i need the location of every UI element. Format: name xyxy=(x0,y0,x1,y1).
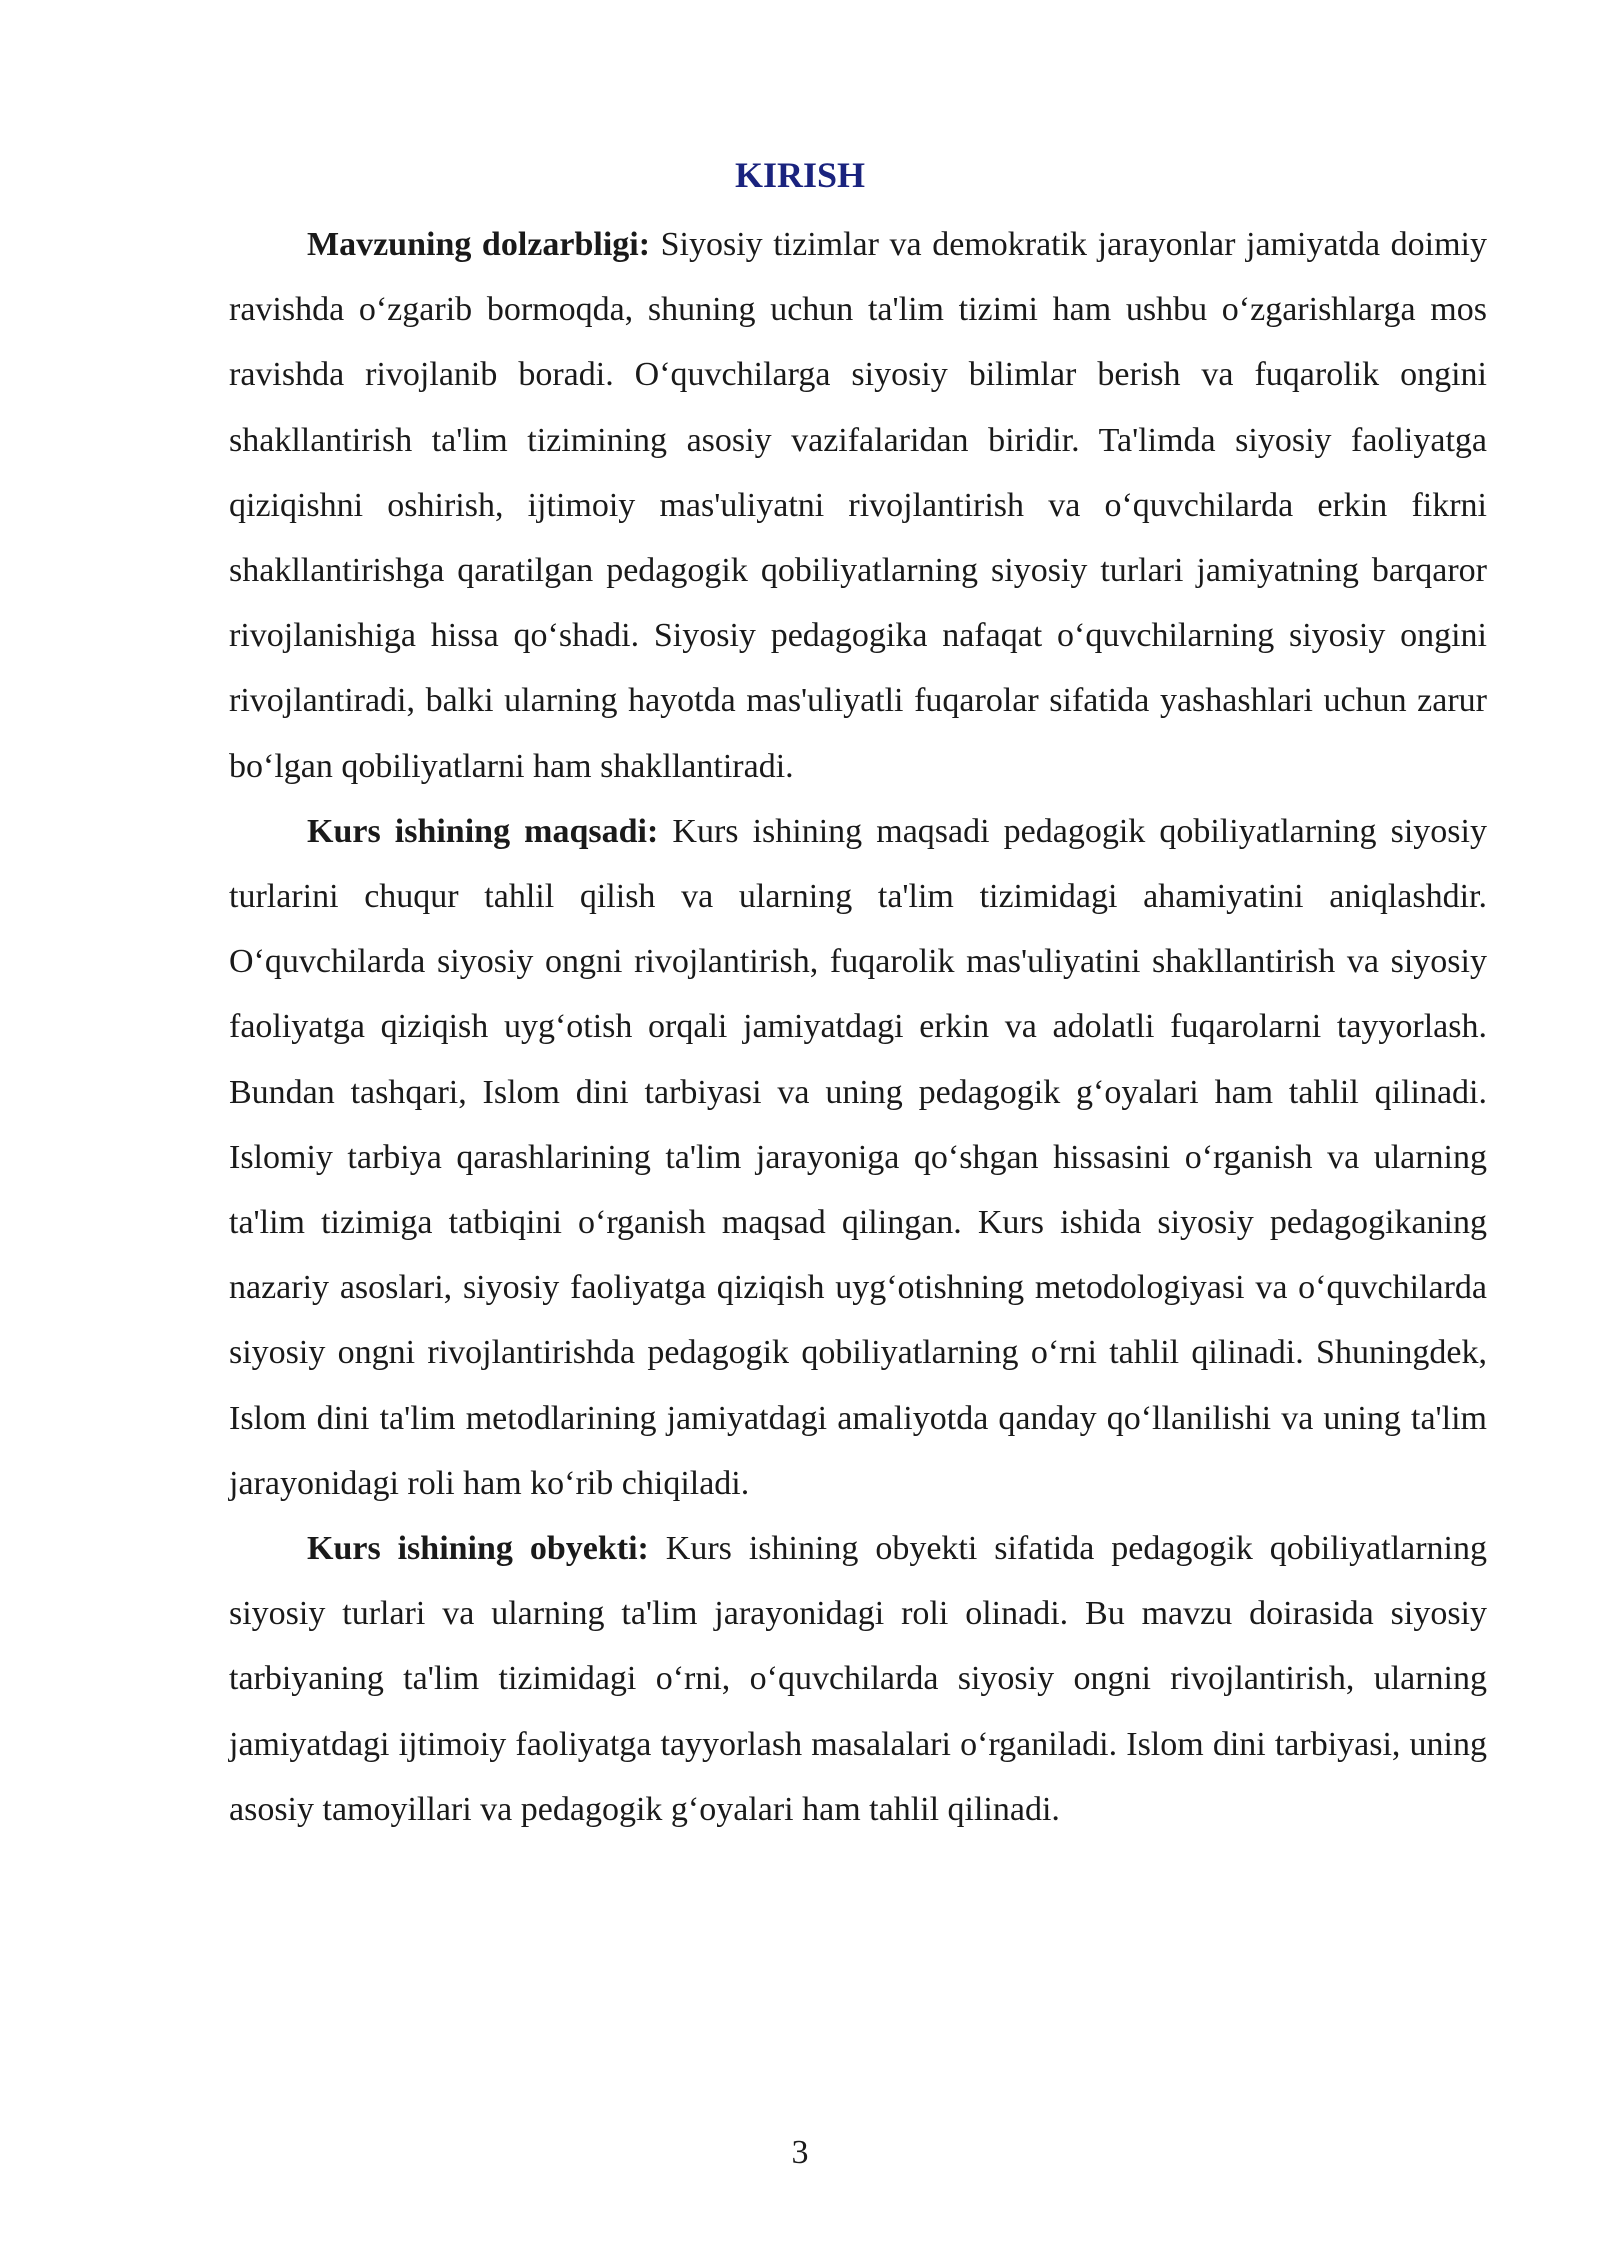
paragraph-goal xyxy=(229,799,1487,1516)
paragraph-relevance xyxy=(229,212,1487,799)
paragraph-text: Kurs ishining obyekti sifatida pedagogik qobiliyatlarning siyosiy turlari va ularning ta'lim jarayonidagi roli olinadi. Bu mavzu doirasida siyosiy tarbiyaning ta'lim tizimidagi o‘rni, o‘quvchilarda siyosiy ongni rivojlantirish, ularning jamiyatdagi ijtimoiy faoliyatga tayyorlash masalalari o‘rganiladi. Islom dini tarbiyasi, uning asosiy tamoyillari va pedagogik g‘oyalari ham tahlil qilinadi. xyxy=(229,1530,1487,1828)
section-heading: KIRISH xyxy=(734,155,866,195)
paragraph-text: Siyosiy tizimlar va demokratik jarayonlar jamiyatda doimiy ravishda o‘zgarib bormoqda, shuning uchun ta'lim tizimi ham ushbu o‘zgarishlarga mos ravishda rivojlanib boradi. O‘quvchilarga siyosiy bilimlar berish va fuqarolik ongini shakllantirish ta'lim tizimining asosiy vazifalaridan biridir. Ta'limda siyosiy faoliyatga qiziqishni oshirish, ijtimoiy mas'uliyatni rivojlantirish va o‘quvchilarda erkin fikrni shakllantirishga qaratilgan pedagogik qobiliyatlarning siyosiy turlari jamiyatning barqaror rivojlanishiga hissa qo‘shadi. Siyosiy pedagogika nafaqat o‘quvchilarning siyosiy ongini rivojlantiradi, balki ularning hayotda mas'uliyatli fuqarolar sifatida yashashlari uchun zarur bo‘lgan qobiliyatlarni ham shakllantiradi. xyxy=(229,226,1487,785)
paragraph-text: Kurs ishining maqsadi pedagogik qobiliyatlarning siyosiy turlarini chuqur tahlil qilish va ularning ta'lim tizimidagi ahamiyatini aniqlashdir. O‘quvchilarda siyosiy ongni rivojlantirish, fuqarolik mas'uliyatini shakllantirish va siyosiy faoliyatga qiziqish uyg‘otish orqali jamiyatdagi erkin va adolatli fuqarolarni tayyorlash. Bundan tashqari, Islom dini tarbiyasi va uning pedagogik g‘oyalari ham tahlil qilinadi. Islomiy tarbiya qarashlarining ta'lim jarayoniga qo‘shgan hissasini o‘rganish va ularning ta'lim tizimiga tatbiqini o‘rganish maqsad qilingan. Kurs ishida siyosiy pedagogikaning nazariy asoslari, siyosiy faoliyatga qiziqish uyg‘otishning metodologiyasi va o‘quvchilarda siyosiy ongni rivojlantirishda pedagogik qobiliyatlarning o‘rni tahlil qilinadi. Shuningdek, Islom dini ta'lim metodlarining jamiyatdagi amaliyotda qanday qo‘llanilishi va uning ta'lim jarayonidagi roli ham ko‘rib chiqiladi. xyxy=(229,812,1487,1502)
body-text xyxy=(229,212,1487,1842)
paragraph-lead: Kurs ishining maqsadi: xyxy=(307,812,659,850)
paragraph-lead: Mavzuning dolzarbligi: xyxy=(307,226,651,263)
paragraph-lead: Kurs ishining obyekti: xyxy=(307,1530,649,1568)
page-number: 3 xyxy=(791,2134,809,2171)
paragraph-object xyxy=(229,1516,1487,1842)
